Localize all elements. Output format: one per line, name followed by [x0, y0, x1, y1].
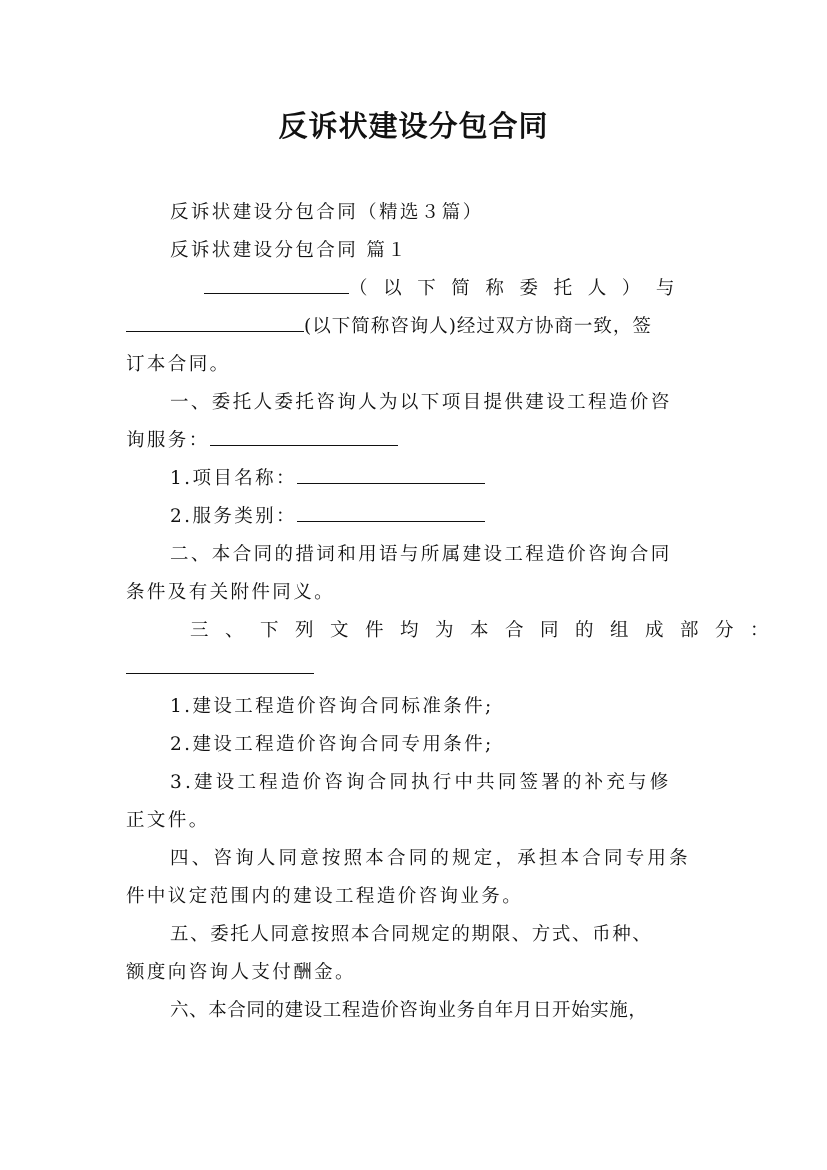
paragraph-line: 订本合同。	[126, 354, 231, 375]
project-name-blank	[297, 461, 485, 484]
service-line	[126, 422, 702, 460]
paragraph-line: 条件及有关附件同义。	[126, 582, 336, 603]
service-blank	[210, 423, 398, 446]
service-label: 询服务：	[126, 430, 210, 451]
list-item: 3.建设工程造价咨询合同执行中共同签署的补充与修	[170, 772, 672, 793]
section-heading: 反诉状建设分包合同 篇１	[170, 240, 409, 261]
client-name-blank	[204, 271, 349, 294]
clause-5-line: 五、委托人同意按照本合同规定的期限、方式、币种、	[170, 924, 653, 945]
parties-line-2-text: (以下简称咨询人)经过双方协商一致，签	[304, 316, 652, 337]
clause-2-line: 二、本合同的措词和用语与所属建设工程造价咨询合同	[170, 544, 672, 565]
clause-6-line: 六、本合同的建设工程造价咨询业务自年月日开始实施，	[170, 1000, 648, 1021]
project-name-label: 1.项目名称：	[170, 468, 297, 489]
parties-line-1	[126, 270, 702, 308]
clause-3-line: 三、下列文件均为本合同的组成部分：	[190, 620, 786, 641]
paragraph-line: 件中议定范围内的建设工程造价咨询业务。	[126, 886, 524, 907]
clause-1-line: 一、委托人委托咨询人为以下项目提供建设工程造价咨	[170, 392, 672, 413]
service-type-line	[126, 498, 702, 536]
subtitle-line: 反诉状建设分包合同（精选３篇）	[170, 202, 484, 223]
parties-line-1-text: （以下简称委托人）与	[349, 278, 691, 299]
parties-line-2	[126, 308, 702, 346]
list-item: 1.建设工程造价咨询合同标准条件;	[170, 696, 494, 717]
document-title: 反诉状建设分包合同	[278, 109, 549, 143]
list-item: 2.建设工程造价咨询合同专用条件;	[170, 734, 494, 755]
consultant-name-blank	[126, 309, 304, 332]
paragraph-line: 正文件。	[126, 810, 210, 831]
clause-3-blank	[126, 651, 314, 674]
service-type-blank	[297, 499, 485, 522]
clause-3-blank-line	[126, 650, 702, 688]
paragraph-line: 额度向咨询人支付酬金。	[126, 962, 356, 983]
document-body	[126, 194, 786, 1030]
clause-4-line: 四、咨询人同意按照本合同的规定，承担本合同专用条	[170, 848, 691, 869]
service-type-label: 2.服务类别：	[170, 506, 297, 527]
project-name-line	[126, 460, 702, 498]
